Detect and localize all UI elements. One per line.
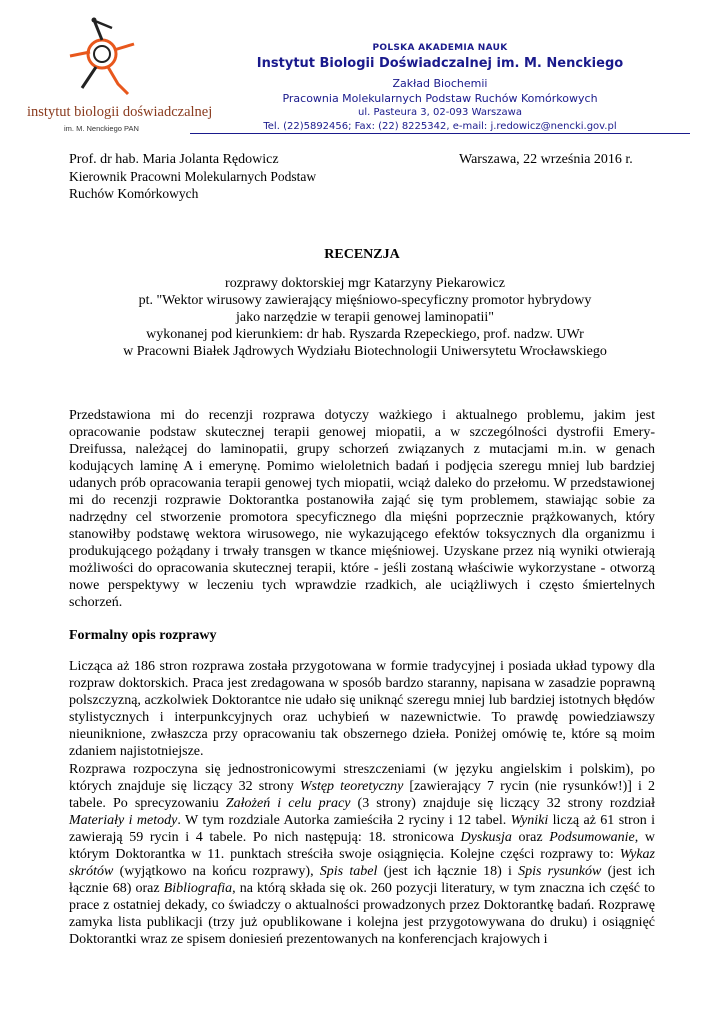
intro-paragraph: Przedstawiona mi do recenzji rozprawa dotyczy ważkiego i aktualnego problemu, jakim jest opracowanie podstaw skutecznej terapii genowej miopatii, a w szczególności dystrofii Emery-Dreifussa, należącej do laminopatii, grupy schorzeń związanych z mutacjami m.in. w genach kodujących laminę A i emerynę. Pomimo wieloletnich badań i podjęcia szeregu mniej lub bardziej udanych prób opracowania terapii genowej tych miopatii, wciąż daleko do przełomu. W przedstawionej mi do recenzji rozprawie Doktorantka postanowiła zająć się tym problemem, stawiając sobie za nadrzędny cel stworzenie promotora specyficznego dla mięśni poprzecznie prążkowanych, który stanowiłby podstawę wektora wirusowego, nie wykazującego efektów toksycznych dla organizmu i produkującego pożądany i trwały transgen w tkance mięśniowej. Uzyskane przez nią wyniki otwierają możliwości do opracowania skutecznej terapii, które - jeśli zostaną właściwie wykorzystane - otworzą nowe perspektywy w leczeniu tych wprawdzie rzadkich, ale uciążliwych i często śmiertelnych schorzeń. <box>69 408 655 610</box>
text-run: . W tym rozdziale Autorka zamieściła 2 ryciny i 12 tabel. <box>177 813 511 828</box>
subtitle-line: w Pracowni Białek Jądrowych Wydziału Biotechnologii Uniwersytetu Wrocławskiego <box>123 344 607 359</box>
department-name: Zakład Biochemii <box>392 77 488 90</box>
text-run: , w którym Doktorantka w 11. punktach streściła swoje osiągnięcia. Kolejne części rozprawy to: <box>69 830 655 862</box>
address: ul. Pasteura 3, 02-093 Warszawa <box>358 107 522 118</box>
subtitle-line: rozprawy doktorskiej mgr Katarzyny Piekarowicz <box>225 276 505 291</box>
header-divider <box>190 133 690 134</box>
review-subject <box>60 275 670 360</box>
sender-role-line1: Kierownik Pracowni Molekularnych Podstaw <box>69 169 317 184</box>
institute-name: Instytut Biologii Doświadczalnej im. M. Nenckiego <box>256 56 624 71</box>
section-heading: Formalny opis rozprawy <box>69 628 217 643</box>
letterhead <box>190 42 690 134</box>
text-run: oraz <box>511 830 550 845</box>
text-run: (jest ich łącznie 18) i <box>377 864 519 879</box>
document-title: RECENZJA <box>324 247 400 262</box>
lab-name: Pracownia Molekularnych Podstaw Ruchów Komórkowych <box>282 92 598 105</box>
dancing-figure-logo-icon <box>62 16 142 101</box>
italic-run: Dyskusja <box>460 830 512 845</box>
subtitle-line: pt. "Wektor wirusowy zawierający mięśniowo-specyficzny promotor hybrydowy <box>138 293 592 308</box>
subtitle-line: jako narzędzie w terapii genowej laminopatii" <box>235 310 494 325</box>
sender-block <box>69 151 316 202</box>
italic-run: Spis rysunków <box>518 864 602 879</box>
text-run: [zawierający 7 rycin (nie rysunków!)] i 2 tabele. Po sprecyzowaniu <box>69 779 655 811</box>
logo-text: instytut biologii doświadczalnej <box>27 104 213 120</box>
letter-date: Warszawa, 22 września 2016 r. <box>459 152 633 167</box>
italic-run: Podsumowanie <box>549 830 635 845</box>
subtitle-line: wykonanej pod kierunkiem: dr hab. Ryszarda Rzepeckiego, prof. nadzw. UWr <box>146 327 584 342</box>
italic-run: Wstęp teoretyczny <box>299 779 404 794</box>
italic-run: Wykaz skrótów <box>69 847 655 879</box>
italic-run: Materiały i metody <box>69 813 178 828</box>
contact-info: Tel. (22)5892456; Fax: (22) 8225342, e-mail: j.redowicz@nencki.gov.pl <box>263 121 617 132</box>
text-run: (jest ich łącznie 68) oraz <box>69 864 655 896</box>
sender-role-line2: Ruchów Komórkowych <box>69 186 199 201</box>
text-run: (3 strony) znajduje się liczący 32 strony rozdział <box>350 796 655 811</box>
italic-run: Wyniki <box>510 813 549 828</box>
text-run: Rozprawa rozpoczyna się jednostronicowymi streszczeniami (w języku angielskim i polskim), po których znajduje się liczący 32 strony <box>69 762 655 794</box>
formal-paragraph: Licząca aż 186 stron rozprawa została przygotowana w formie tradycyjnej i posiada układ typowy dla rozpraw doktorskich. Praca jest zredagowana w sposób bardzo staranny, napisana w zasadzie poprawną polszczyzną, aczkolwiek Doktorantce nie udało się uniknąć szeregu mniej lub bardziej istotnych błędów stylistycznych i interpunkcyjnych oraz uchybień w nazewnictwie. To prawdę powiedziawszy nieuniknione, zwłaszcza przy opracowaniu tak obszernego dzieła. Poniżej omówię te, które są moim zdaniem najistotniejsze. <box>69 659 655 759</box>
logo-subtext: im. M. Nenckiego PAN <box>64 124 139 133</box>
academy-name: POLSKA AKADEMIA NAUK <box>372 43 508 53</box>
structure-paragraph <box>69 761 655 948</box>
italic-run: Spis tabel <box>319 864 378 879</box>
text-run: liczą aż 61 stron i zawierają 59 rycin i 4 tabele. Po nich następują: 18. stronicowa <box>69 813 655 845</box>
institute-logo <box>22 16 213 136</box>
italic-run: Założeń i celu pracy <box>225 796 351 811</box>
text-run: , na którą składa się ok. 260 pozycji literatury, w tym znaczna ich część to prace z ostatniej dekady, co świadczy o aktualności prowadzonych przez Doktorantkę badań. Rozprawę zamyka lista publikacji (trzy już opublikowane i kolejna jest przygotowywana do druku) i osiągnięć Doktorantki wraz ze spisem doniesień prezentowanych na konferencjach krajowych i <box>69 881 655 947</box>
sender-name: Prof. dr hab. Maria Jolanta Rędowicz <box>69 152 279 167</box>
text-run: (wyjątkowo na końcu rozprawy), <box>113 864 320 879</box>
italic-run: Bibliografia <box>163 881 233 896</box>
